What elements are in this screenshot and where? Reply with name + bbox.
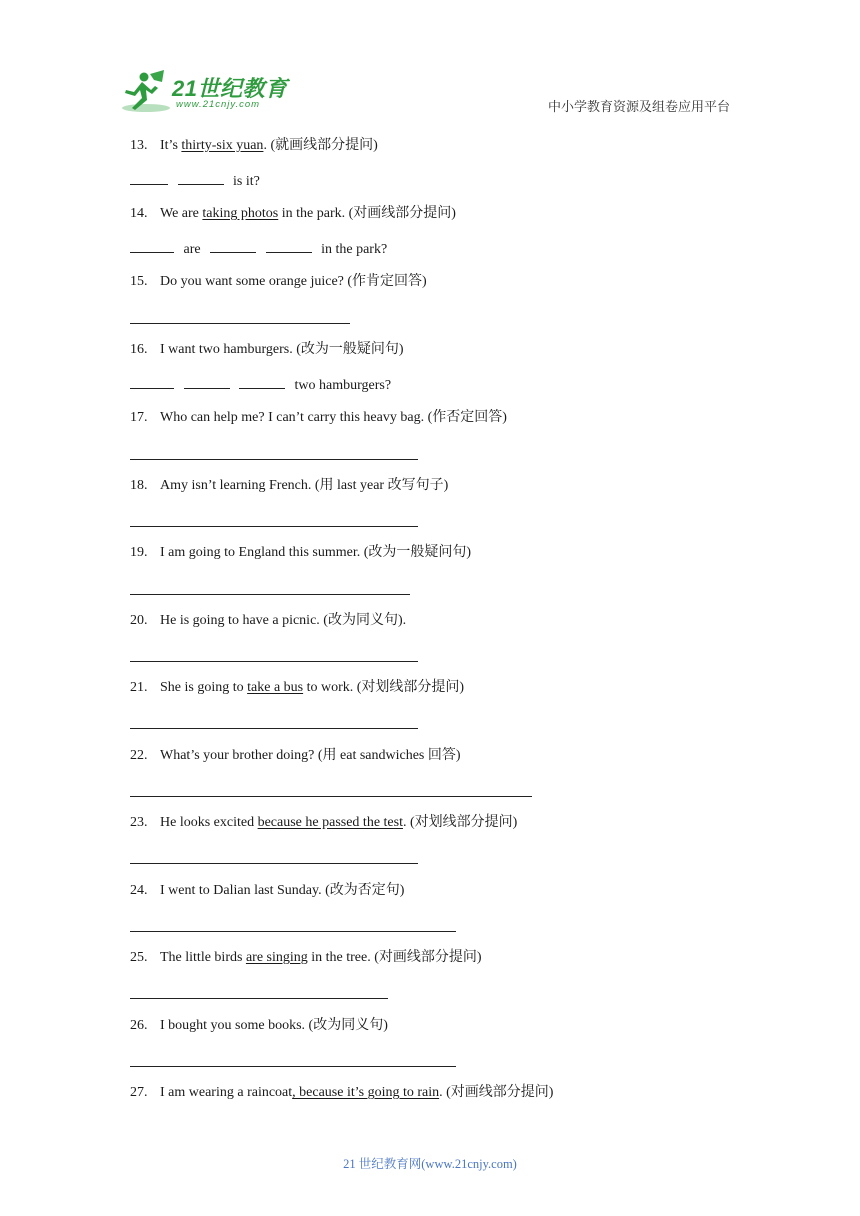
question-16: 16. I want two hamburgers. (改为一般疑问句): [130, 342, 404, 357]
question-15: 15. Do you want some orange juice? (作肯定回答): [130, 274, 427, 289]
answer-line-25[interactable]: [130, 997, 388, 999]
question-20: 20. He is going to have a picnic. (改为同义句).: [130, 613, 407, 628]
answer-line-17[interactable]: [130, 458, 418, 460]
logo-text: 21世纪教育: [172, 76, 288, 101]
answer-line-23[interactable]: [130, 862, 418, 864]
underlined-phrase: because he passed the test: [257, 815, 403, 830]
underlined-phrase: taking photos: [202, 206, 279, 221]
page-footer[interactable]: 21 世纪教育网(www.21cnjy.com): [343, 1157, 517, 1171]
underlined-phrase: , because it’s going to rain: [292, 1085, 440, 1100]
blank[interactable]: [184, 374, 230, 389]
question-25: 25. The little birds are singing in the tree. (对画线部分提问): [130, 950, 482, 965]
fill-row-16: two hamburgers?: [130, 374, 391, 396]
question-24: 24. I went to Dalian last Sunday. (改为否定句): [130, 883, 405, 898]
answer-line-22[interactable]: [130, 795, 532, 797]
answer-line-18[interactable]: [130, 525, 418, 527]
question-21: 21. She is going to take a bus to work. (对划线部分提问): [130, 680, 465, 695]
answer-line-26[interactable]: [130, 1065, 456, 1067]
underlined-phrase: are singing: [245, 950, 308, 965]
answer-line-19[interactable]: [130, 593, 410, 595]
underlined-phrase: take a bus: [247, 680, 304, 695]
fill-row-14: are in the park?: [130, 238, 387, 260]
question-17: 17. Who can help me? I can’t carry this heavy bag. (作否定回答): [130, 410, 507, 425]
question-27: 27. I am wearing a raincoat, because it’s going to rain. (对画线部分提问): [130, 1085, 554, 1100]
blank[interactable]: [130, 374, 174, 389]
question-18: 18. Amy isn’t learning French. (用 last year 改写句子): [130, 478, 449, 493]
question-19: 19. I am going to England this summer. (改为一般疑问句): [130, 545, 472, 560]
question-13: 13. It’s thirty-six yuan. (就画线部分提问): [130, 138, 378, 153]
blank[interactable]: [130, 170, 168, 185]
answer-line-20[interactable]: [130, 660, 418, 662]
answer-line-21[interactable]: [130, 727, 418, 729]
answer-line-24[interactable]: [130, 930, 456, 932]
answer-line-15[interactable]: [130, 322, 350, 324]
logo-url: www.21cnjy.com: [176, 99, 261, 110]
running-figure-logo-icon: [120, 68, 176, 116]
blank[interactable]: [266, 238, 312, 253]
blank[interactable]: [210, 238, 256, 253]
fill-row-13: is it?: [130, 170, 260, 192]
blank[interactable]: [178, 170, 224, 185]
question-26: 26. I bought you some books. (改为同义句): [130, 1018, 388, 1033]
question-14: 14. We are taking photos in the park. (对画线部分提问): [130, 206, 456, 221]
question-22: 22. What’s your brother doing? (用 eat sandwiches 回答): [130, 748, 461, 763]
underlined-phrase: thirty-six yuan: [181, 138, 264, 153]
page-header: [0, 0, 860, 130]
site-logo[interactable]: [120, 68, 290, 116]
platform-name: 中小学教育资源及组卷应用平台: [547, 99, 730, 114]
blank[interactable]: [130, 238, 174, 253]
blank[interactable]: [239, 374, 285, 389]
question-23: 23. He looks excited because he passed the test. (对划线部分提问): [130, 815, 518, 830]
